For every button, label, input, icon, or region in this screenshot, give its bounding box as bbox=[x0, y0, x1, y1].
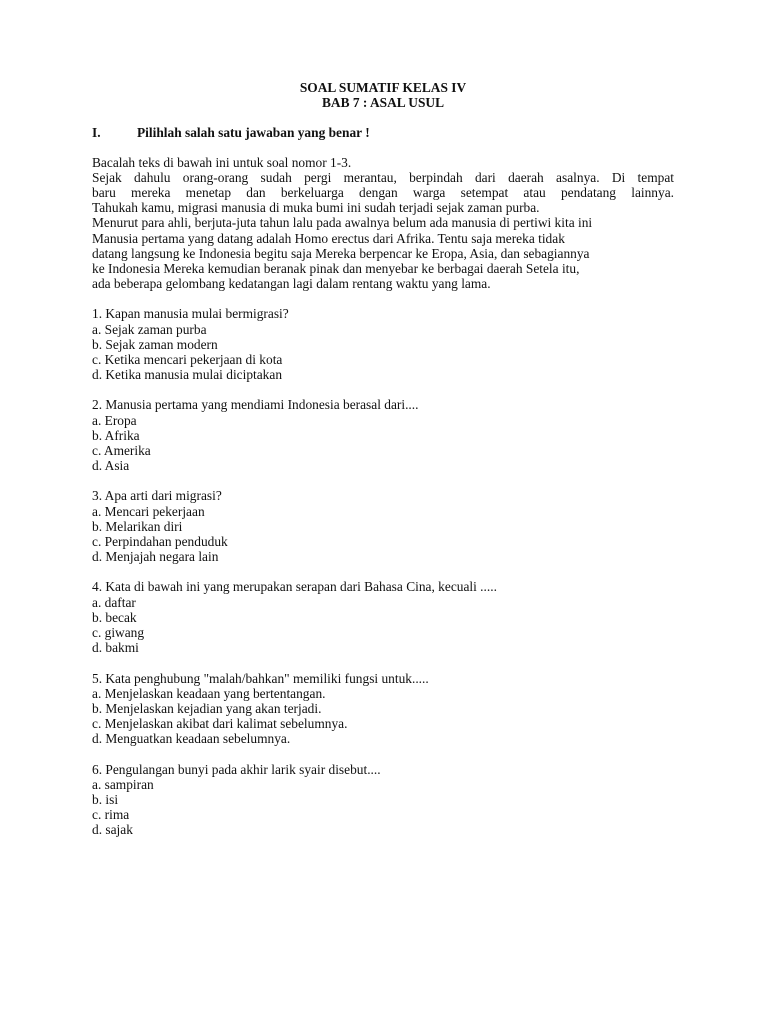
question-text: 6. Pengulangan bunyi pada akhir larik syair disebut.... bbox=[92, 761, 381, 777]
passage-line: ada beberapa gelombang kedatangan lagi dalam rentang waktu yang lama. bbox=[92, 276, 491, 292]
answer-option: d. Menjajah negara lain bbox=[92, 549, 219, 565]
question-4 bbox=[92, 579, 674, 655]
question-text: 5. Kata penghubung "malah/bahkan" memiliki fungsi untuk..... bbox=[92, 670, 429, 686]
passage-line: Manusia pertama yang datang adalah Homo erectus dari Afrika. Tentu saja mereka tidak bbox=[92, 230, 565, 246]
answer-option: d. Menguatkan keadaan sebelumnya. bbox=[92, 731, 291, 747]
document-header bbox=[92, 80, 674, 110]
passage-line: datang langsung ke Indonesia begitu saja Mereka berpencar ke Eropa, Asia, dan sebagiannya bbox=[92, 245, 590, 261]
section-number: I. bbox=[92, 125, 101, 141]
answer-option: a. Eropa bbox=[92, 412, 137, 428]
document-subtitle: BAB 7 : ASAL USUL bbox=[321, 95, 445, 111]
answer-option: b. becak bbox=[92, 609, 137, 625]
answer-option: b. Melarikan diri bbox=[92, 518, 183, 534]
passage-line: Menurut para ahli, berjuta-juta tahun lalu pada awalnya belum ada manusia di pertiwi kita ini bbox=[92, 215, 593, 231]
passage-line: baru mereka menetap dan berkeluarga dengan warga setempat atau pendatang lainnya. bbox=[92, 185, 674, 201]
answer-option: c. Ketika mencari pekerjaan di kota bbox=[92, 352, 283, 368]
question-text: 3. Apa arti dari migrasi? bbox=[92, 488, 222, 504]
answer-option: c. giwang bbox=[92, 625, 145, 641]
answer-option: a. daftar bbox=[92, 594, 136, 610]
answer-option: c. rima bbox=[92, 807, 130, 823]
question-3 bbox=[92, 488, 674, 564]
question-6 bbox=[92, 762, 674, 838]
answer-option: a. Menjelaskan keadaan yang bertentangan. bbox=[92, 685, 326, 701]
answer-option: c. Amerika bbox=[92, 443, 151, 459]
document-title: SOAL SUMATIF KELAS IV bbox=[299, 80, 467, 95]
section-instruction: Pilihlah salah satu jawaban yang benar ! bbox=[137, 125, 370, 141]
answer-option: d. bakmi bbox=[92, 640, 139, 656]
answer-option: a. Mencari pekerjaan bbox=[92, 503, 205, 519]
passage-line: Tahukah kamu, migrasi manusia di muka bumi ini sudah terjadi sejak zaman purba. bbox=[92, 200, 540, 216]
passage-intro: Bacalah teks di bawah ini untuk soal nomor 1-3. bbox=[92, 154, 352, 170]
question-1 bbox=[92, 306, 674, 382]
answer-option: c. Perpindahan penduduk bbox=[92, 534, 228, 550]
question-text: 2. Manusia pertama yang mendiami Indonesia berasal dari.... bbox=[92, 397, 419, 413]
answer-option: d. sajak bbox=[92, 822, 133, 838]
reading-passage bbox=[92, 170, 674, 292]
answer-option: b. Menjelaskan kejadian yang akan terjadi. bbox=[92, 700, 322, 716]
answer-option: a. sampiran bbox=[92, 776, 154, 792]
answer-option: a. Sejak zaman purba bbox=[92, 321, 207, 337]
answer-option: b. isi bbox=[92, 791, 119, 807]
question-5 bbox=[92, 671, 674, 747]
section-heading bbox=[92, 125, 674, 140]
answer-option: b. Sejak zaman modern bbox=[92, 336, 218, 352]
answer-option: d. Asia bbox=[92, 458, 130, 474]
question-text: 4. Kata di bawah ini yang merupakan serapan dari Bahasa Cina, kecuali ..... bbox=[92, 579, 497, 595]
question-2 bbox=[92, 397, 674, 473]
document-page bbox=[92, 80, 674, 838]
answer-option: b. Afrika bbox=[92, 427, 140, 443]
answer-option: c. Menjelaskan akibat dari kalimat sebelumnya. bbox=[92, 716, 348, 732]
passage-line: ke Indonesia Mereka kemudian beranak pinak dan menyebar ke berbagai daerah Setela itu, bbox=[92, 261, 580, 277]
answer-option: d. Ketika manusia mulai diciptakan bbox=[92, 367, 283, 383]
passage-line: Sejak dahulu orang-orang sudah pergi merantau, berpindah dari daerah asalnya. Di tempat bbox=[92, 169, 674, 185]
question-text: 1. Kapan manusia mulai bermigrasi? bbox=[92, 306, 289, 322]
